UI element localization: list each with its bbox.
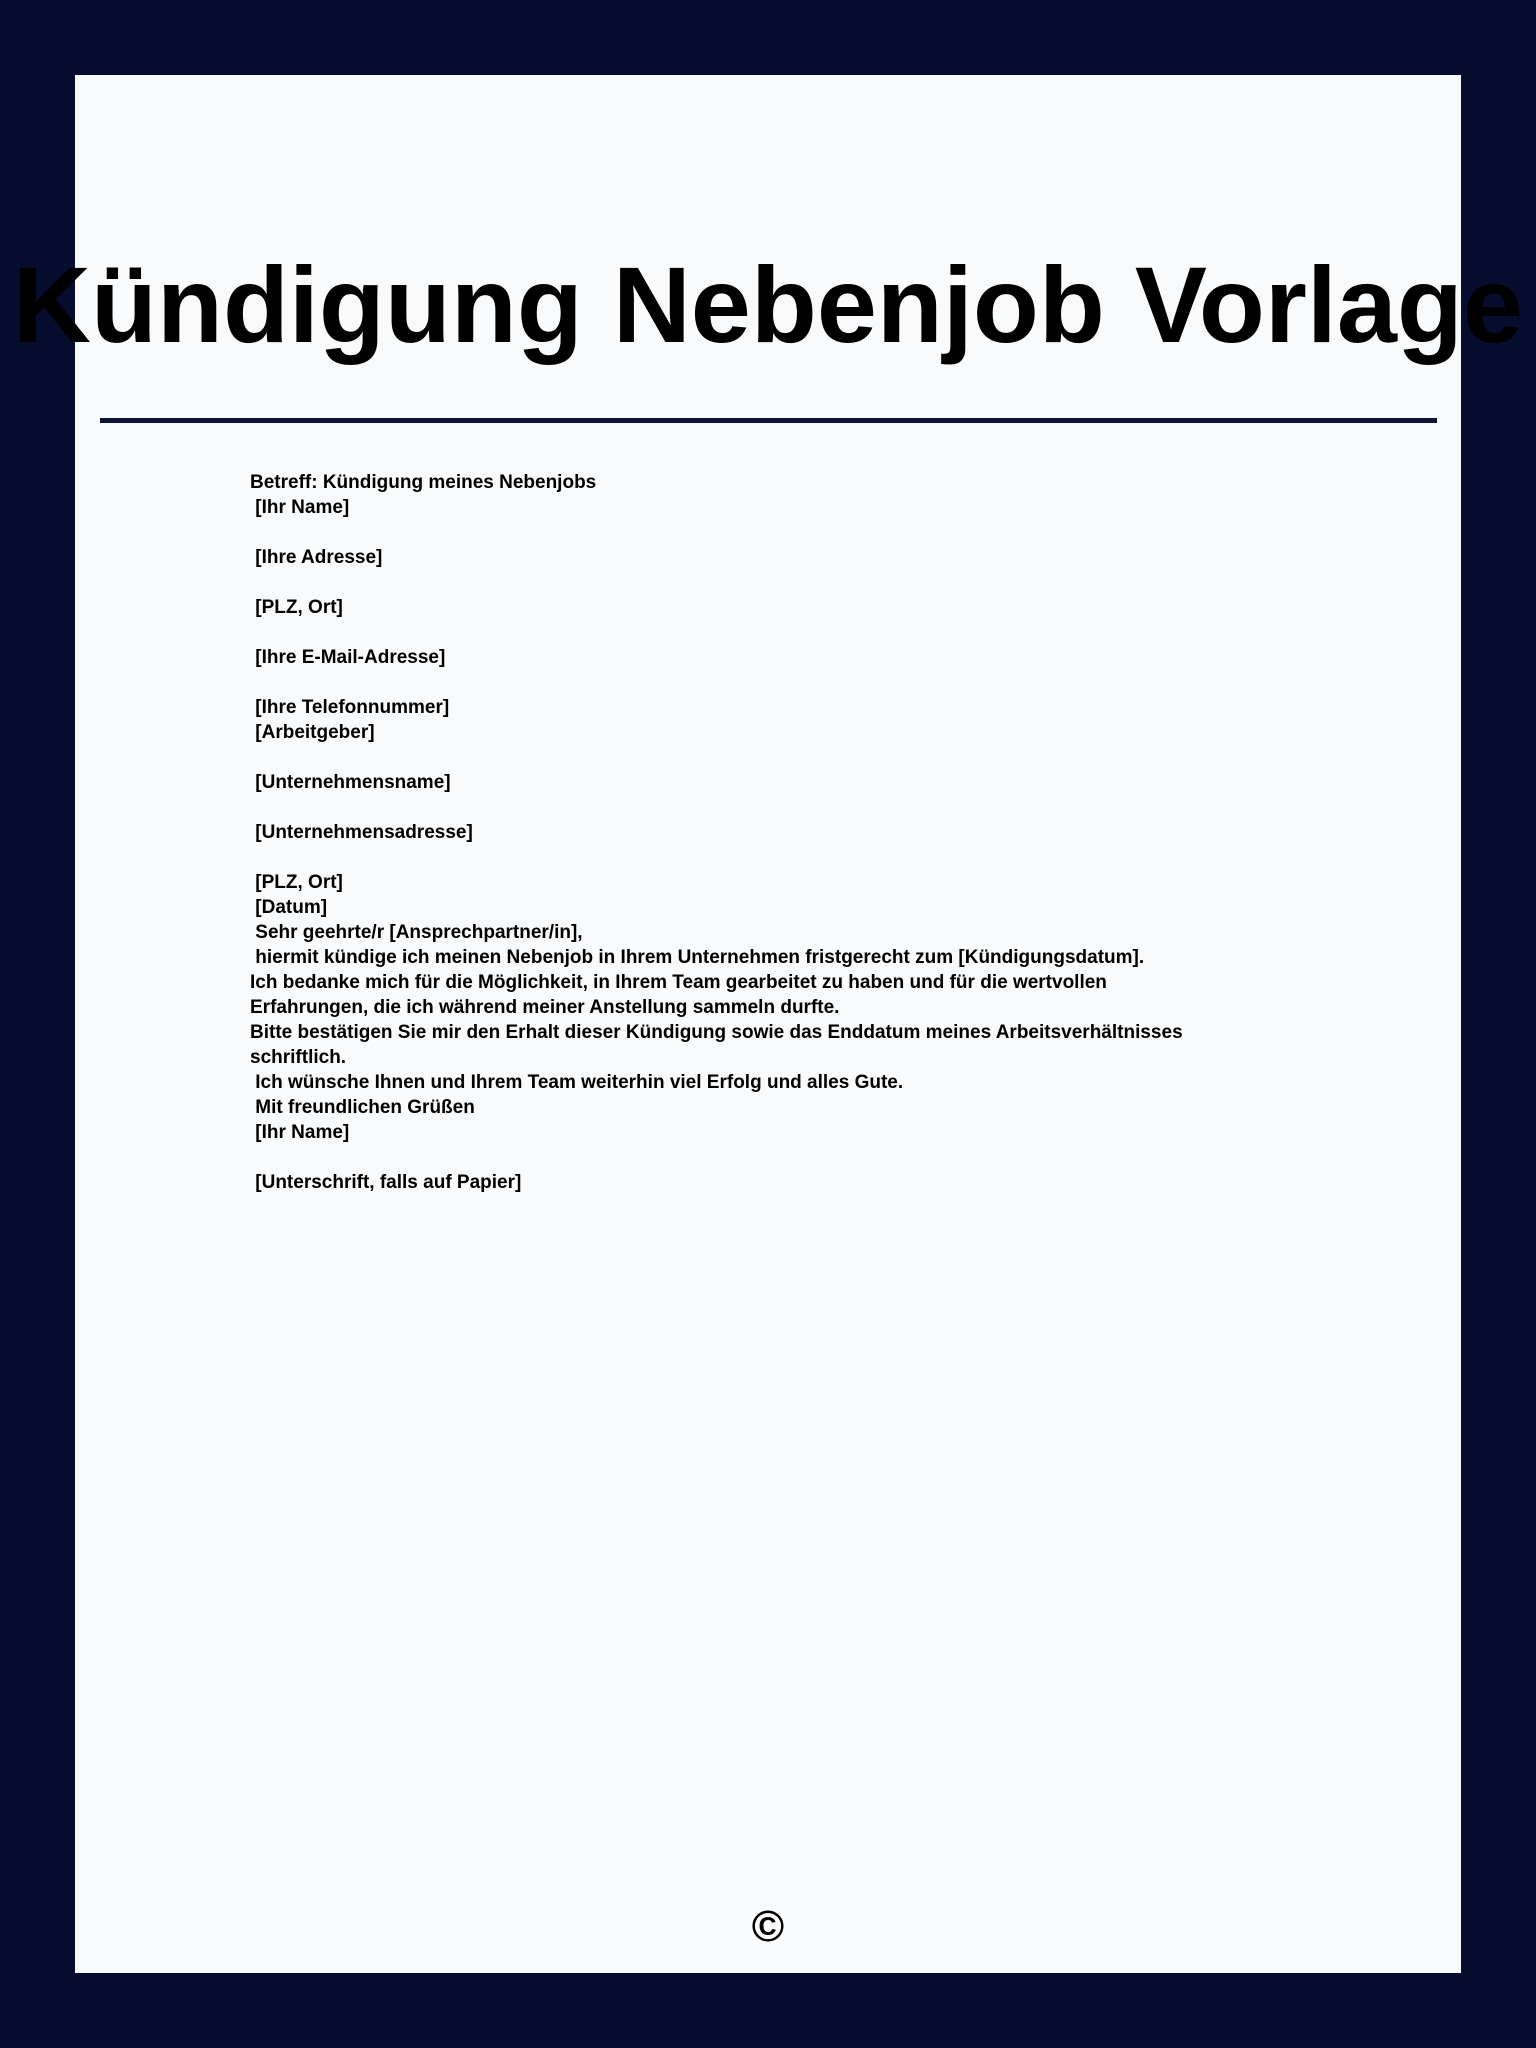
letter-line-sender-city: [PLZ, Ort] [250,597,343,618]
letter-blank-line [250,620,1250,645]
letter-line-sender-email: [Ihre E-Mail-Adresse] [250,647,446,668]
letter-blank-line [250,520,1250,545]
letter-line-company-name: [Unternehmensname] [250,772,451,793]
letter-blank-line [250,845,1250,870]
letter-body [250,470,1250,1195]
letter-line-sender-address: [Ihre Adresse] [250,547,383,568]
letter-closing: Mit freundlichen Grüßen [250,1097,475,1118]
letter-salutation: Sehr geehrte/r [Ansprechpartner/in], [250,922,583,943]
letter-blank-line [250,570,1250,595]
letter-line-sender-name: [Ihr Name] [250,497,350,518]
letter-paragraph: hiermit kündige ich meinen Nebenjob in Ihrem Unternehmen fristgerecht zum [Kündigungsdatum]. [250,947,1145,968]
letter-blank-line [250,795,1250,820]
letter-paragraph: Ich wünsche Ihnen und Ihrem Team weiterhin viel Erfolg und alles Gute. [250,1072,904,1093]
letter-paragraph: Bitte bestätigen Sie mir den Erhalt dieser Kündigung sowie das Enddatum meines Arbeitsverhältnisses [250,1022,1183,1043]
copyright-icon: © [751,1902,785,1951]
letter-subject: Betreff: Kündigung meines Nebenjobs [250,472,597,493]
letter-paragraph: schriftlich. [250,1047,347,1068]
letter-line-company-address: [Unternehmensadresse] [250,822,473,843]
letter-blank-line [250,670,1250,695]
letter-paragraph: Erfahrungen, die ich während meiner Anstellung sammeln durfte. [250,997,840,1018]
letter-signature-note: [Unterschrift, falls auf Papier] [250,1172,522,1193]
letter-blank-line [250,745,1250,770]
document-title: Kündigung Nebenjob Vorlage [13,244,1523,365]
letter-signature-name: [Ihr Name] [250,1122,350,1143]
letter-line-company-city: [PLZ, Ort] [250,872,343,893]
letter-line-date: [Datum] [250,897,328,918]
letter-line-sender-phone: [Ihre Telefonnummer] [250,697,450,718]
letter-paragraph: Ich bedanke mich für die Möglichkeit, in Ihrem Team gearbeitet zu haben und für die wertvollen [250,972,1107,993]
title-divider [100,418,1437,423]
letter-blank-line [250,1145,1250,1170]
letter-line-employer: [Arbeitgeber] [250,722,375,743]
